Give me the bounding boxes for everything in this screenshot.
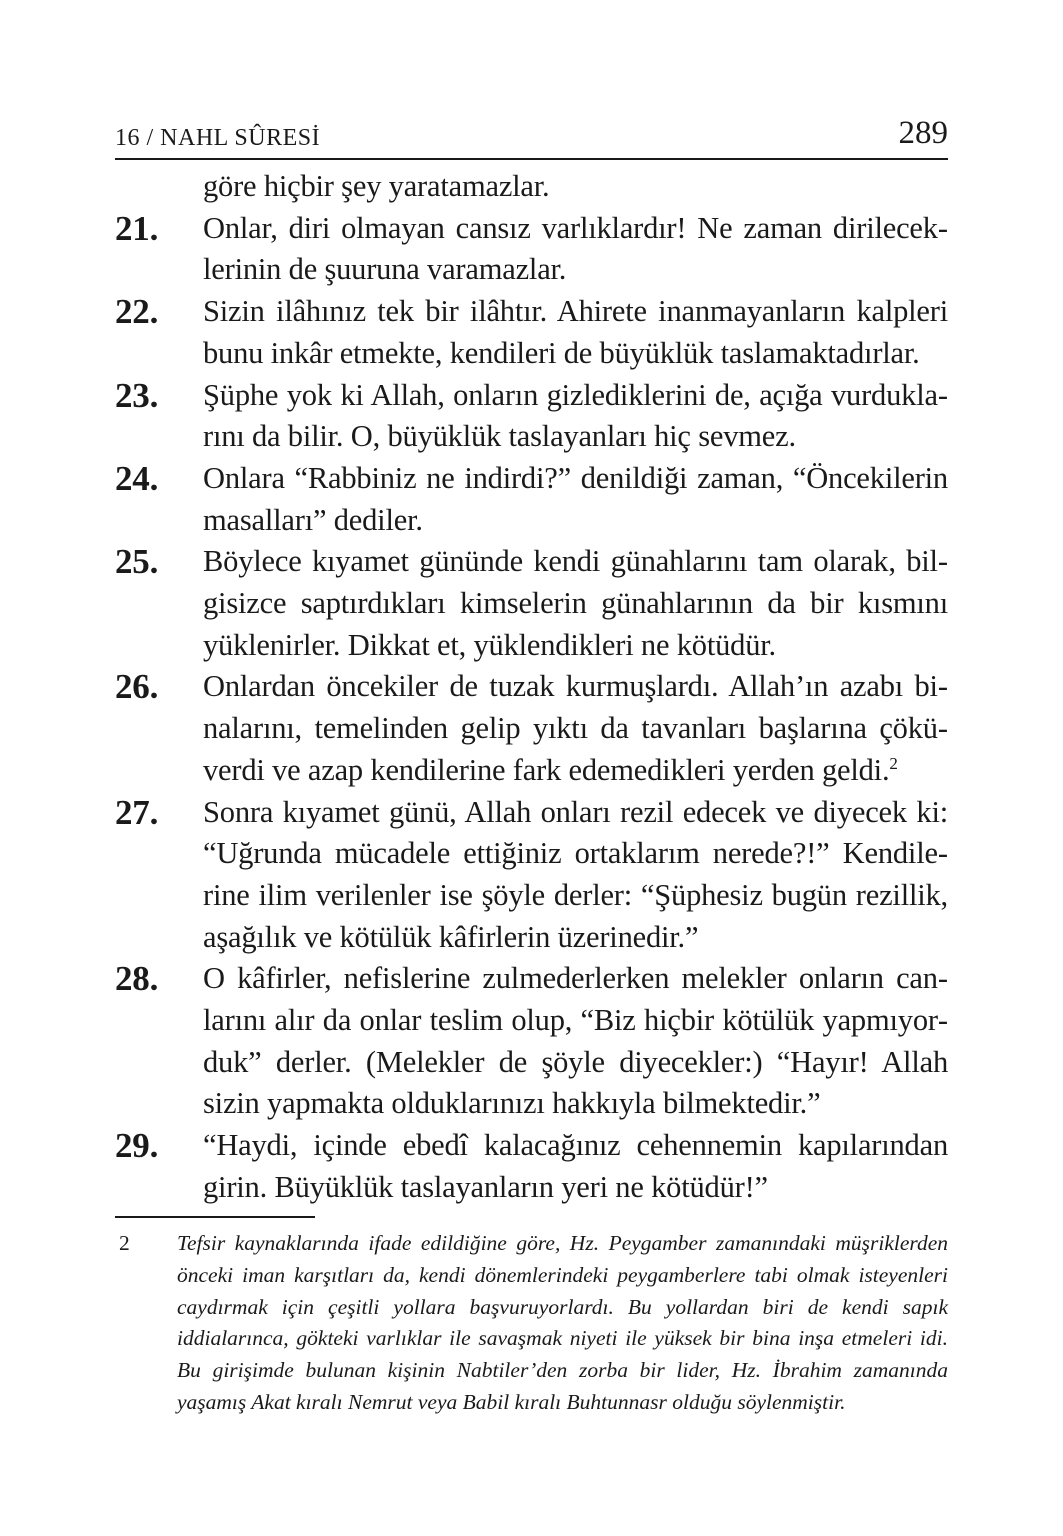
- verse-22: [115, 291, 948, 374]
- page-number: 289: [898, 115, 948, 151]
- continued-verse-text: göre hiçbir şey yaratamazlar.: [203, 169, 550, 203]
- running-head: 16 / NAHL SÛRESİ: [115, 125, 321, 151]
- verse-number: 27.: [115, 792, 159, 832]
- verse-27: [115, 792, 948, 959]
- footnote: [115, 1228, 948, 1419]
- verse-29: [115, 1125, 948, 1208]
- verse-text: Böylece kıyamet gününde kendi günahlarını tam olarak, bilgisizce saptırdıkları kimselerin günahlarının da bir kısmını yüklenirler. Dikkat et, yüklendikleri ne kötüdür.: [203, 544, 948, 662]
- footnote-divider: [115, 1216, 315, 1218]
- verse-text: Onlardan öncekiler de tuzak kurmuşlardı. Allah’ın azabı binalarını, temelinden gelip yıktı da tavanları başlarına çöküverdi ve azap kendilerine fark edemedikleri yerden geldi.: [203, 669, 948, 787]
- verse-21: [115, 208, 948, 291]
- verse-text: “Haydi, içinde ebedî kalacağınız cehennemin kapılarından girin. Büyüklük taslayanların yeri ne kötüdür!”: [203, 1128, 948, 1204]
- footnote-reference[interactable]: 2: [889, 753, 898, 773]
- footnote-text: Tefsir kaynaklarında ifade edildiğine göre, Hz. Peygamber zamanındaki müşriklerden önceki iman karşıtları da, kendi dönemlerindeki peygamberlere tabi olmak isteyenleri caydırmak için çeşitli yollara başvuruyorlardı. Bu yollardan biri de kendi sapık iddialarınca, gökteki varlıklar ile savaşmak niyeti ile yüksek bir bina inşa etmeleri idi. Bu girişimde bulunan kişinin Nabtiler’den zorba bir lider, Hz. İbrahim zamanında yaşamış Akat kıralı Nemrut veya Babil kıralı Buhtunnasr olduğu söylenmiştir.: [177, 1231, 948, 1414]
- verse-text: O kâfirler, nefislerine zulmederlerken melekler onların canlarını alır da onlar teslim olup, “Biz hiçbir kötülük yapmıyorduk” derler. (Melekler de şöyle diyecekler:) “Hayır! Allah sizin yapmakta olduklarınızı hakkıyla bilmektedir.”: [203, 961, 948, 1121]
- verse-23: [115, 375, 948, 458]
- verse-number: 28.: [115, 959, 159, 999]
- verse-text: Onlara “Rabbiniz ne indirdi?” denildiği zaman, “Öncekilerin masalları” dediler.: [203, 460, 948, 537]
- verse-text: Sizin ilâhınız tek bir ilâhtır. Ahirete inanmayanların kalpleri bunu inkâr etmekte, kendileri de büyüklük taslamaktadırlar.: [203, 294, 948, 370]
- verse-text: Onlar, diri olmayan cansız varlıklardır! Ne zaman dirileceklerinin de şuuruna varamazlar.: [203, 210, 948, 287]
- verse-list: [115, 166, 948, 1209]
- footnote-number: 2: [119, 1231, 130, 1255]
- verse-number: 24.: [115, 458, 159, 498]
- verse-24: [115, 458, 948, 541]
- verse-number: 21.: [115, 208, 159, 248]
- verse-text: Şüphe yok ki Allah, onların gizlediklerini de, açığa vurduklarını da bilir. O, büyüklük taslayanları hiç sevmez.: [203, 377, 948, 454]
- verse-26: [115, 666, 948, 791]
- verse-number: 25.: [115, 542, 159, 582]
- verse-number: 26.: [115, 667, 159, 707]
- verse-number: 23.: [115, 375, 159, 415]
- verse-number: 22.: [115, 292, 159, 332]
- page-header: [115, 115, 948, 160]
- verse-28: [115, 958, 948, 1125]
- verse-25: [115, 541, 948, 666]
- verse-text: Sonra kıyamet günü, Allah onları rezil edecek ve diyecek ki: “Uğrunda mücadele ettiğiniz ortaklarım nerede?!” Kendilerine ilim verilenler ise şöyle derler: “Şüphesiz bugün rezillik, aşağılık ve kötülük kâfirlerin üzerinedir.”: [203, 794, 948, 954]
- verse-number: 29.: [115, 1126, 159, 1166]
